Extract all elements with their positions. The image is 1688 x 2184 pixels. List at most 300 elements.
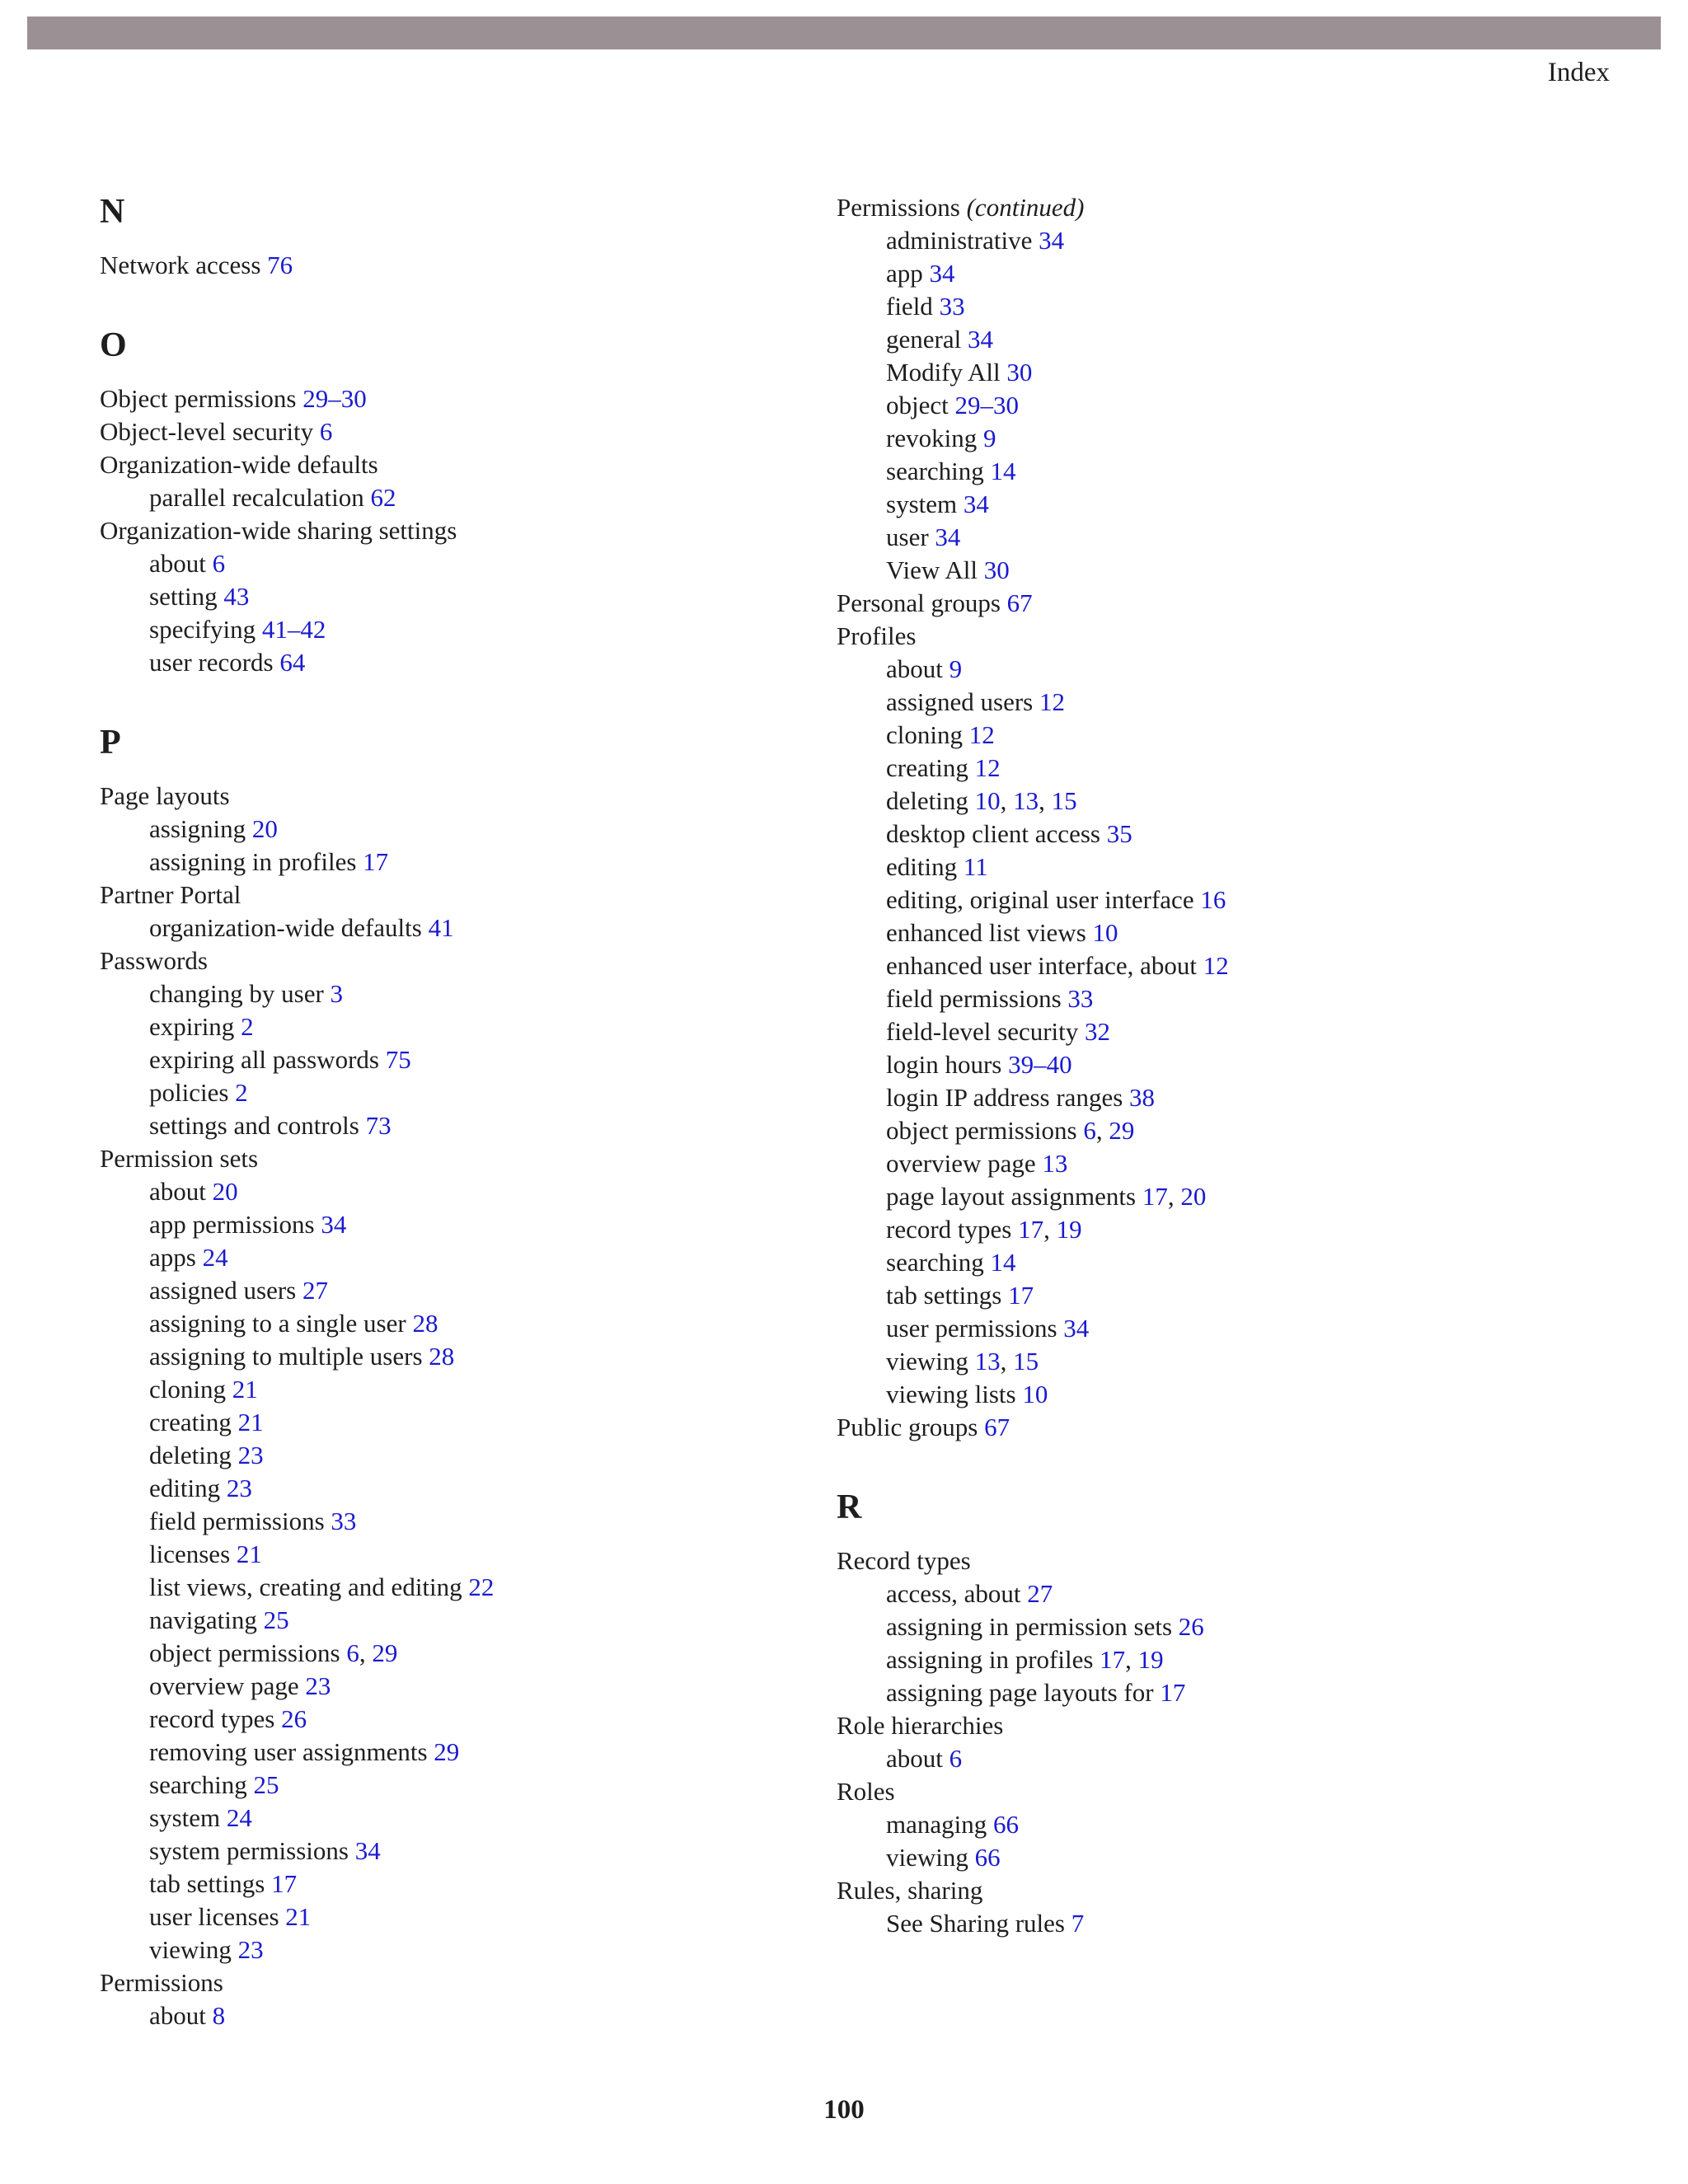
entry-term: creating — [149, 1408, 232, 1436]
page-link[interactable]: 27 — [1027, 1579, 1053, 1608]
page-link[interactable]: 62 — [370, 483, 396, 512]
entry-term: record types — [886, 1215, 1012, 1244]
entry-term: enhanced user interface, about — [886, 951, 1197, 980]
entry-term: about — [886, 1744, 943, 1773]
index-subentry — [100, 1076, 825, 1109]
entry-term: about — [149, 549, 206, 578]
index-entry — [100, 879, 825, 912]
index-entry — [100, 415, 825, 448]
index-subentry — [837, 818, 1628, 851]
index-subentry — [837, 356, 1628, 389]
index-subentry — [837, 1907, 1628, 1940]
entry-term: system permissions — [149, 1836, 349, 1865]
entry-term: View All — [886, 555, 978, 584]
page-link[interactable]: 2 — [241, 1012, 254, 1041]
entry-term: searching — [149, 1770, 247, 1799]
index-subentry — [100, 1736, 825, 1769]
entry-term: object permissions — [886, 1116, 1077, 1145]
page-link[interactable]: 34 — [935, 523, 961, 551]
index-subentry: deleting 10, 13, 15 — [886, 786, 1077, 815]
entry-term: list views, creating and editing — [149, 1572, 462, 1601]
index-subentry — [837, 1808, 1628, 1841]
index-subentry — [100, 912, 825, 944]
page-link[interactable]: 17 — [1160, 1678, 1186, 1707]
index-subentry — [837, 1081, 1628, 1114]
index-subentry — [837, 1015, 1628, 1048]
page-link[interactable]: 29–30 — [302, 384, 367, 413]
entry-term: Profiles — [837, 621, 917, 650]
page-link[interactable]: 28 — [412, 1309, 438, 1338]
page-link[interactable]: 64 — [279, 648, 306, 677]
index-subentry — [100, 1274, 825, 1307]
continued-note: (continued) — [966, 193, 1085, 222]
page-link[interactable]: 21 — [232, 1375, 258, 1404]
index-column-left — [100, 191, 825, 2032]
entry-term: Role hierarchies — [837, 1711, 1004, 1740]
index-subentry — [100, 846, 825, 879]
index-subentry: object permissions 6, 29 — [886, 1116, 1135, 1145]
page-link[interactable]: 17 — [363, 847, 389, 876]
index-subentry — [100, 1802, 825, 1835]
index-section — [100, 325, 825, 679]
index-entry — [100, 448, 825, 481]
page-link[interactable]: 8 — [212, 2001, 226, 2030]
index-subentry — [837, 1312, 1628, 1345]
entry-term: assigning in profiles — [886, 1645, 1094, 1674]
page-link[interactable]: 6 — [212, 549, 226, 578]
page-link[interactable]: 22 — [468, 1572, 495, 1601]
page-link[interactable]: 13 — [1042, 1149, 1068, 1178]
index-subentry — [837, 1147, 1628, 1180]
index-subentry — [837, 1841, 1628, 1874]
entry-term: settings and controls — [149, 1111, 359, 1140]
index-subentry — [100, 1703, 825, 1736]
page-link[interactable]: 20 — [1180, 1182, 1207, 1211]
page-link[interactable]: 10 — [1022, 1380, 1048, 1408]
index-subentry — [100, 646, 825, 679]
page-link[interactable]: 67 — [984, 1413, 1010, 1441]
page-link[interactable]: 29 — [1109, 1116, 1135, 1145]
entry-term: tab settings — [149, 1869, 265, 1898]
entry-term: expiring — [149, 1012, 235, 1041]
entry-term: cloning — [149, 1375, 226, 1404]
page-link[interactable]: 66 — [993, 1810, 1019, 1839]
entry-term: Rules, sharing — [837, 1876, 983, 1905]
entry-term: removing user assignments — [149, 1737, 428, 1766]
page-link[interactable]: 19 — [1056, 1215, 1082, 1244]
page-link[interactable]: 15 — [1051, 786, 1077, 815]
index-entry — [837, 1411, 1628, 1444]
running-head: Index — [1547, 58, 1610, 87]
entry-term: assigning in profiles — [149, 847, 357, 876]
entry-term: page layout assignments — [886, 1182, 1137, 1211]
index-subentry — [837, 1246, 1628, 1279]
entry-term: assigning to multiple users — [149, 1342, 423, 1371]
index-subentry — [100, 977, 825, 1010]
entry-term: assigning page layouts for — [886, 1678, 1154, 1707]
entry-term: user — [886, 523, 929, 551]
page-link[interactable]: 73 — [365, 1111, 392, 1140]
index-entry — [100, 780, 825, 813]
page-link[interactable]: 9 — [982, 424, 996, 452]
entry-term: about — [149, 2001, 206, 2030]
entry-term: app — [886, 259, 923, 288]
section-letter: O — [100, 326, 127, 364]
page-link[interactable]: 10 — [974, 786, 1001, 815]
entry-term: Organization-wide defaults — [100, 450, 378, 479]
page-link[interactable]: 26 — [281, 1704, 307, 1733]
entry-term: Passwords — [100, 946, 208, 975]
index-subentry — [837, 752, 1628, 785]
page-link[interactable]: 17 — [1100, 1645, 1126, 1674]
page-link[interactable]: 23 — [226, 1474, 252, 1502]
entry-term: Organization-wide sharing settings — [100, 516, 457, 545]
entry-term: licenses — [149, 1540, 231, 1568]
index-subentry — [837, 389, 1628, 422]
page-link[interactable]: 9 — [949, 654, 963, 683]
index-subentry — [100, 1373, 825, 1406]
entry-term: Page layouts — [100, 781, 230, 810]
index-section — [100, 191, 825, 282]
index-subentry — [100, 1933, 825, 1966]
page-link[interactable]: 67 — [1006, 588, 1033, 617]
index-subentry — [837, 653, 1628, 686]
index-entry — [837, 620, 1628, 653]
page-link[interactable]: 19 — [1137, 1645, 1164, 1674]
index-entry — [100, 1966, 825, 1999]
index-entry — [100, 382, 825, 415]
page-link[interactable]: 34 — [354, 1836, 381, 1865]
index-column-right — [837, 191, 1628, 1940]
index-subentry — [100, 1868, 825, 1900]
index-section — [100, 722, 825, 2032]
index-subentry — [100, 613, 825, 646]
index-subentry — [837, 554, 1628, 587]
entry-term: Permissions — [837, 193, 960, 222]
entry-term: creating — [886, 753, 968, 782]
page-link[interactable]: 41 — [428, 913, 454, 942]
index-subentry — [837, 1676, 1628, 1709]
index-entry — [837, 191, 1628, 224]
page-link[interactable]: 12 — [1039, 687, 1065, 716]
entry-term: viewing — [886, 1347, 968, 1376]
page-link[interactable]: 2 — [235, 1078, 248, 1107]
index-subentry — [837, 851, 1628, 883]
page-link[interactable]: 28 — [429, 1342, 455, 1371]
index-subentry — [100, 1208, 825, 1241]
index-subentry — [100, 1043, 825, 1076]
index-entry — [100, 249, 825, 282]
entry-term: Roles — [837, 1777, 895, 1806]
entry-term: desktop client access — [886, 819, 1100, 848]
entry-term: parallel recalculation — [149, 483, 364, 512]
entry-term: login IP address ranges — [886, 1083, 1123, 1112]
index-subentry — [100, 1900, 825, 1933]
entry-term: field — [886, 292, 933, 321]
index-subentry — [837, 883, 1628, 916]
page-link[interactable]: 33 — [1067, 984, 1094, 1013]
entry-term: overview page — [886, 1149, 1036, 1178]
index-subentry — [837, 224, 1628, 257]
page-link[interactable]: 34 — [963, 490, 989, 518]
index-subentry — [100, 1604, 825, 1637]
entry-term: user permissions — [886, 1314, 1057, 1343]
page-link[interactable]: 10 — [1092, 918, 1118, 947]
page-link[interactable]: 21 — [237, 1408, 264, 1436]
index-subentry — [837, 323, 1628, 356]
page-link[interactable]: 39–40 — [1008, 1050, 1072, 1079]
page-link[interactable]: 76 — [267, 251, 293, 279]
entry-term: field permissions — [886, 984, 1062, 1013]
index-subentry: record types 17, 19 — [886, 1215, 1082, 1244]
index-subentry — [100, 1670, 825, 1703]
index-subentry — [837, 257, 1628, 290]
page-link[interactable]: 12 — [974, 753, 1001, 782]
index-subentry — [837, 1378, 1628, 1411]
page-link[interactable]: 75 — [385, 1045, 411, 1074]
entry-term: See Sharing rules — [886, 1909, 1065, 1938]
entry-term: Personal groups — [837, 588, 1001, 617]
entry-term: editing, original user interface — [886, 885, 1194, 914]
page-link[interactable]: 17 — [1018, 1215, 1044, 1244]
index-subentry — [100, 1340, 825, 1373]
entry-term: navigating — [149, 1605, 257, 1634]
entry-term: policies — [149, 1078, 229, 1107]
index-subentry — [837, 719, 1628, 752]
index-entry — [837, 1874, 1628, 1907]
page-link[interactable]: 34 — [929, 259, 955, 288]
index-subentry — [837, 521, 1628, 554]
section-letter: N — [100, 193, 125, 231]
index-entry — [100, 944, 825, 977]
index-subentry — [100, 1307, 825, 1340]
entry-term: assigning to a single user — [149, 1309, 406, 1338]
page-link[interactable]: 17 — [1142, 1182, 1168, 1211]
page-link[interactable]: 17 — [271, 1869, 298, 1898]
index-subentry — [837, 686, 1628, 719]
entry-term: revoking — [886, 424, 978, 452]
entry-term: user records — [149, 648, 274, 677]
entry-term: login hours — [886, 1050, 1002, 1079]
page-link[interactable]: 14 — [990, 1248, 1016, 1277]
entry-term: assigned users — [149, 1276, 297, 1305]
index-subentry — [100, 1109, 825, 1142]
entry-term: setting — [149, 582, 218, 611]
entry-term: expiring all passwords — [149, 1045, 379, 1074]
entry-term: searching — [886, 1248, 984, 1277]
entry-term: object permissions — [149, 1638, 340, 1667]
index-subentry — [837, 1048, 1628, 1081]
entry-term: Network access — [100, 251, 261, 279]
page-link[interactable]: 34 — [1039, 226, 1065, 255]
entry-term: managing — [886, 1810, 987, 1839]
page-link[interactable]: 21 — [285, 1902, 312, 1931]
entry-term: viewing — [149, 1935, 232, 1964]
entry-term: cloning — [886, 720, 963, 749]
page-link[interactable]: 15 — [1013, 1347, 1039, 1376]
entry-term: Modify All — [886, 358, 1001, 387]
page-link[interactable]: 12 — [1203, 951, 1229, 980]
index-subentry — [100, 1241, 825, 1274]
index-entry — [100, 514, 825, 547]
index-subentry — [100, 813, 825, 846]
entry-term: Partner Portal — [100, 880, 241, 909]
entry-term: overview page — [149, 1671, 299, 1700]
page-link[interactable]: 21 — [236, 1540, 262, 1568]
page-link[interactable]: 25 — [263, 1605, 289, 1634]
entry-term: system — [886, 490, 958, 518]
entry-term: access, about — [886, 1579, 1021, 1608]
index-subentry — [837, 1279, 1628, 1312]
page-link[interactable]: 12 — [968, 720, 995, 749]
index-subentry — [837, 949, 1628, 982]
page-link[interactable]: 23 — [237, 1441, 264, 1469]
entry-term: object — [886, 391, 949, 419]
index-subentry — [837, 1610, 1628, 1643]
index-entry — [837, 1544, 1628, 1577]
entry-term: specifying — [149, 615, 256, 644]
entry-term: field permissions — [149, 1507, 325, 1535]
entry-term: assigning — [149, 814, 246, 843]
index-entry — [100, 1142, 825, 1175]
entry-term: deleting — [886, 786, 968, 815]
index-subentry — [100, 1010, 825, 1043]
entry-term: general — [886, 325, 962, 354]
entry-term: record types — [149, 1704, 275, 1733]
page-link[interactable]: 6 — [949, 1744, 963, 1773]
page-link[interactable]: 30 — [983, 555, 1010, 584]
entry-term: assigned users — [886, 687, 1034, 716]
page-link[interactable]: 66 — [974, 1843, 1001, 1872]
page-link[interactable]: 23 — [237, 1935, 264, 1964]
page-link[interactable]: 34 — [321, 1210, 347, 1239]
page-link[interactable]: 29–30 — [954, 391, 1019, 419]
entry-term: Record types — [837, 1546, 971, 1575]
page-link[interactable]: 17 — [1008, 1281, 1034, 1310]
entry-term: administrative — [886, 226, 1033, 255]
page-link[interactable]: 34 — [967, 325, 993, 354]
page-link[interactable]: 13 — [974, 1347, 1001, 1376]
index-subentry — [837, 488, 1628, 521]
page-link[interactable]: 14 — [990, 457, 1016, 485]
entry-term: system — [149, 1803, 221, 1832]
page-link[interactable]: 6 — [346, 1638, 359, 1667]
entry-term: editing — [149, 1474, 221, 1502]
entry-term: about — [886, 654, 943, 683]
index-subentry — [837, 982, 1628, 1015]
entry-term: deleting — [149, 1441, 232, 1469]
index-subentry — [837, 422, 1628, 455]
index-subentry — [100, 1538, 825, 1571]
page-link[interactable]: 30 — [1006, 358, 1033, 387]
index-subentry — [100, 1439, 825, 1472]
page-link[interactable]: 33 — [939, 292, 965, 321]
index-subentry — [100, 1999, 825, 2032]
index-subentry — [100, 580, 825, 613]
entry-term: viewing lists — [886, 1380, 1016, 1408]
page-link[interactable]: 43 — [223, 582, 250, 611]
index-subentry: object permissions 6, 29 — [149, 1638, 398, 1667]
page-link[interactable]: 11 — [963, 852, 988, 881]
index-subentry — [837, 290, 1628, 323]
index-entry — [837, 1709, 1628, 1742]
section-letter: P — [100, 724, 121, 762]
index-subentry — [100, 1571, 825, 1604]
page-link[interactable]: 23 — [305, 1671, 331, 1700]
page-link[interactable]: 29 — [372, 1638, 398, 1667]
index-subentry — [100, 1505, 825, 1538]
entry-term: changing by user — [149, 979, 324, 1008]
page-link[interactable]: 6 — [319, 417, 333, 446]
page-link[interactable]: 25 — [253, 1770, 279, 1799]
index-subentry — [100, 1175, 825, 1208]
entry-term: field-level security — [886, 1017, 1079, 1046]
entry-term: assigning in permission sets — [886, 1612, 1173, 1641]
index-subentry — [100, 1406, 825, 1439]
index-subentry — [837, 916, 1628, 949]
index-subentry — [100, 481, 825, 514]
index-subentry: page layout assignments 17, 20 — [886, 1182, 1207, 1211]
index-subentry — [837, 455, 1628, 488]
page-link[interactable]: 16 — [1200, 885, 1226, 914]
page-link[interactable]: 13 — [1013, 786, 1039, 815]
index-section — [837, 191, 1628, 1444]
page-link[interactable]: 41–42 — [261, 615, 326, 644]
entry-term: Permissions — [100, 1968, 223, 1997]
page-link[interactable]: 33 — [331, 1507, 357, 1535]
entry-term: app permissions — [149, 1210, 315, 1239]
entry-term: tab settings — [886, 1281, 1002, 1310]
page-link[interactable]: 38 — [1129, 1083, 1156, 1112]
index-entry — [837, 587, 1628, 620]
entry-term: enhanced list views — [886, 918, 1086, 947]
entry-term: Permission sets — [100, 1144, 259, 1173]
page-link[interactable]: 32 — [1085, 1017, 1111, 1046]
page-link[interactable]: 20 — [251, 814, 278, 843]
index-subentry: assigning in profiles 17, 19 — [886, 1645, 1164, 1674]
page-link[interactable]: 34 — [1063, 1314, 1090, 1343]
page-link[interactable]: 27 — [302, 1276, 328, 1305]
page-link[interactable]: 3 — [330, 979, 344, 1008]
page-link[interactable]: 7 — [1071, 1909, 1085, 1938]
page-link[interactable]: 26 — [1178, 1612, 1204, 1641]
entry-term: user licenses — [149, 1902, 279, 1931]
index-subentry — [100, 1835, 825, 1868]
page-link[interactable]: 29 — [434, 1737, 460, 1766]
page-link[interactable]: 24 — [226, 1803, 252, 1832]
entry-term: editing — [886, 852, 958, 881]
page-link[interactable]: 35 — [1106, 819, 1132, 848]
index-entry — [837, 1775, 1628, 1808]
header-bar — [27, 16, 1661, 49]
index-subentry — [100, 1769, 825, 1802]
page-number: 100 — [823, 2095, 865, 2125]
entry-term: viewing — [886, 1843, 968, 1872]
entry-term: apps — [149, 1243, 196, 1272]
entry-term: Object-level security — [100, 417, 314, 446]
page-link[interactable]: 24 — [202, 1243, 228, 1272]
page-link[interactable]: 6 — [1083, 1116, 1096, 1145]
entry-term: about — [149, 1177, 206, 1206]
entry-term: searching — [886, 457, 984, 485]
index-subentry: viewing 13, 15 — [886, 1347, 1039, 1376]
index-subentry — [837, 1742, 1628, 1775]
index-subentry — [100, 1472, 825, 1505]
page-link[interactable]: 20 — [212, 1177, 238, 1206]
entry-term: Object permissions — [100, 384, 297, 413]
index-subentry — [837, 1577, 1628, 1610]
index-subentry — [100, 547, 825, 580]
